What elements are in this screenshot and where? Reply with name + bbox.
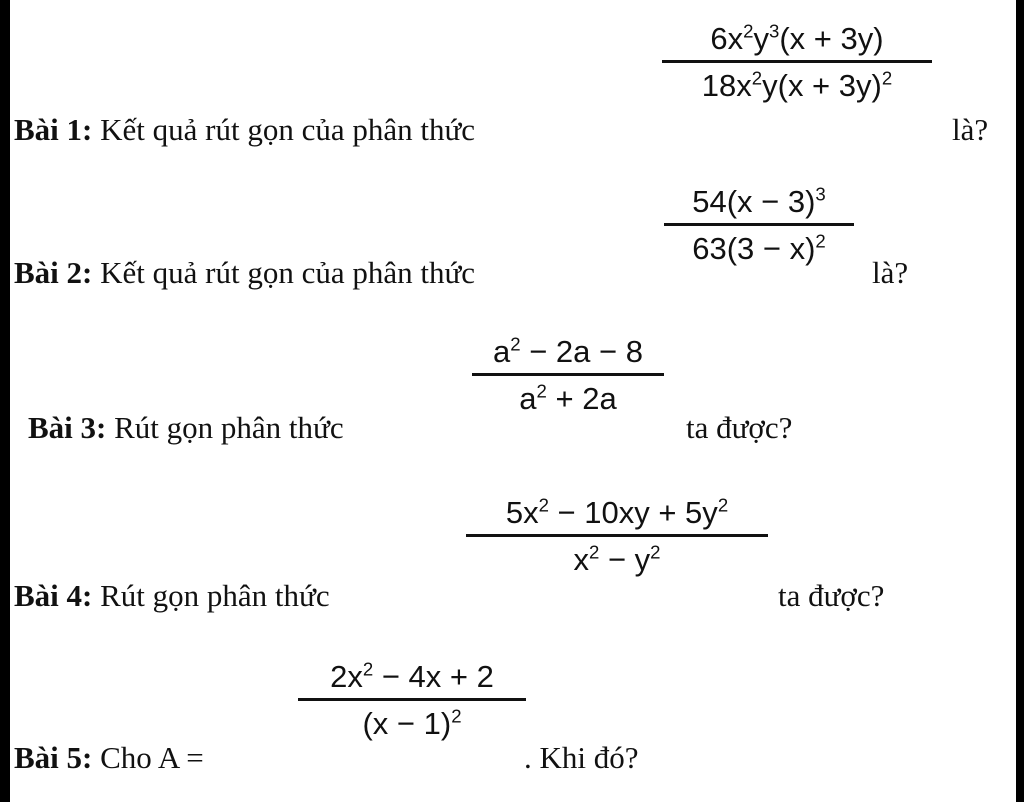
problem-1-denominator: $18x^2y(x + 3y)^2$ (701, 67, 893, 103)
fraction-bar (662, 60, 932, 63)
fraction-bar (466, 534, 768, 537)
problem-2-text (14, 255, 475, 291)
problem-4-suffix: ta được? (778, 578, 885, 613)
problem-1-label: Bài 1: (14, 112, 93, 147)
problem-2-denominator: $63(3 - x)^2$ (692, 230, 826, 266)
fraction-bar (664, 223, 854, 226)
problem-2-numerator: $54(x - 3)^3$ (692, 183, 826, 219)
exercise-sheet (10, 0, 1016, 802)
problem-1-numerator: $6x^2y^3(x + 3y)$ (710, 20, 884, 56)
problem-4-numerator: $5x^2 - 10xy + 5y^2$ (505, 494, 729, 530)
fraction-bar (298, 698, 526, 701)
problem-1-fraction (662, 20, 932, 105)
problem-1-prompt: Kết quả rút gọn của phân thức (100, 112, 476, 147)
problem-2-suffix: là? (872, 255, 909, 290)
problem-3-denominator: $a^2 + 2a$ (519, 380, 617, 416)
problem-2-fraction (664, 183, 854, 268)
problem-4-fraction (466, 494, 768, 579)
problem-3-fraction (472, 333, 664, 418)
problem-4-prompt: Rút gọn phân thức (100, 578, 330, 613)
problem-1-text (14, 112, 475, 148)
fraction-bar (472, 373, 664, 376)
problem-4-text (14, 578, 330, 614)
problem-5-prompt: Cho A = (100, 740, 204, 775)
problem-2-label: Bài 2: (14, 255, 93, 290)
problem-5-numerator: $2x^2 - 4x + 2$ (330, 658, 494, 694)
problem-3-prompt: Rút gọn phân thức (114, 410, 344, 445)
problem-5-denominator: $(x - 1)^2$ (362, 705, 462, 741)
problem-3-text (28, 410, 344, 446)
problem-5-text (14, 740, 204, 776)
problem-4-label: Bài 4: (14, 578, 93, 613)
problem-3-suffix: ta được? (686, 410, 793, 445)
problem-3-numerator: $a^2 - 2a - 8$ (493, 333, 643, 369)
problem-4-denominator: $x^2 - y^2$ (573, 541, 661, 577)
problem-5-label: Bài 5: (14, 740, 93, 775)
problem-5-fraction (298, 658, 526, 743)
problem-5-suffix: . Khi đó? (524, 740, 639, 775)
problem-3-label: Bài 3: (28, 410, 107, 445)
problem-1-suffix: là? (952, 112, 989, 147)
problem-2-prompt: Kết quả rút gọn của phân thức (100, 255, 476, 290)
